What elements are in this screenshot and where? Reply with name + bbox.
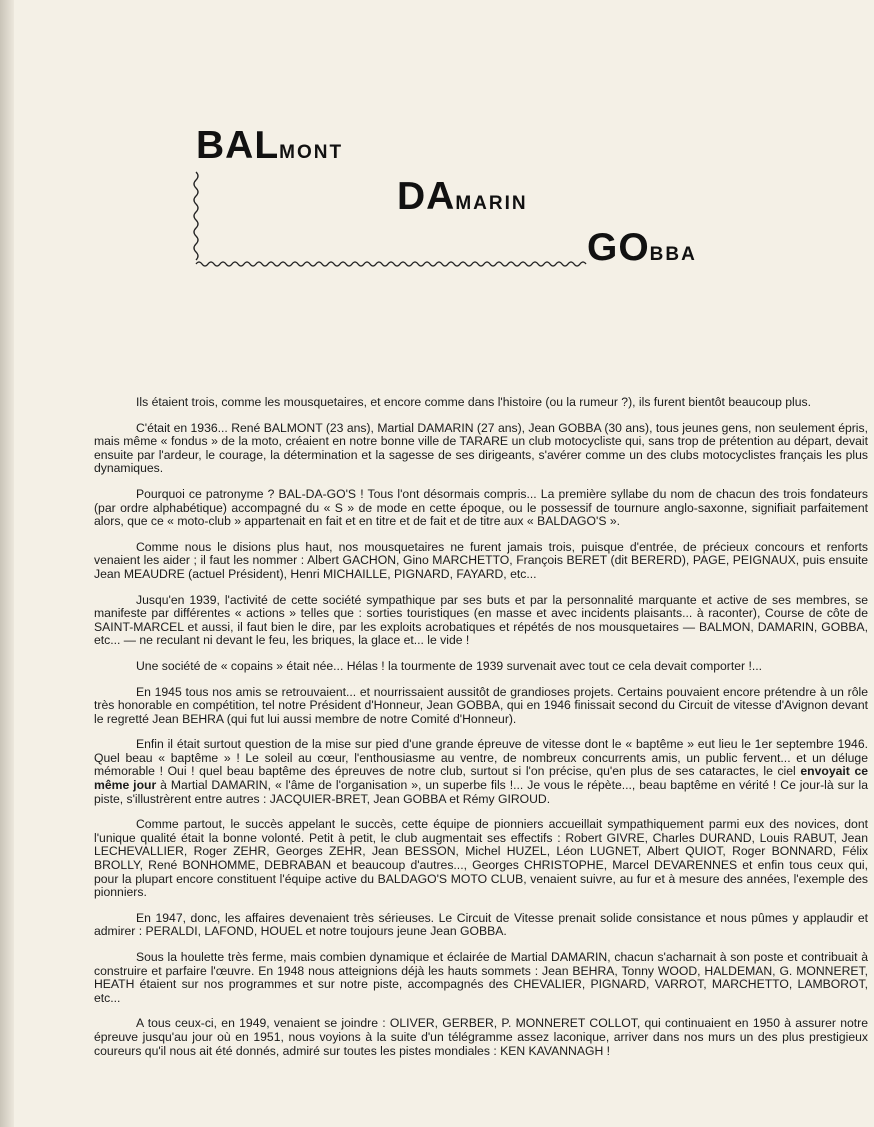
title-caps-3: GO — [587, 226, 650, 269]
paragraph-8-bold: envoyait ce même jour — [94, 764, 868, 793]
paragraph-8 — [94, 738, 868, 806]
title-rest-2: MARIN — [455, 193, 528, 214]
paragraph-10: En 1947, donc, les affaires devenaient très sérieuses. Le Circuit de Vitesse prenait solide consistance et nous pûmes y applaudir et admirer : PERALDI, LAFOND, HOUEL et notre toujours jeune Jean GOBBA. — [94, 910, 868, 939]
paragraph-11: Sous la houlette très ferme, mais combien dynamique et éclairée de Martial DAMARIN, chacun s'acharnait à son poste et contribuait à construire et parfaire l'œuvre. En 1948 nous atteignions déjà les hauts sommets : Jean BEHRA, Tonny WOOD, HALDEMAN, G. MONNERET, HEATH étaient sur nos programmes et sur notre piste, accompagnés des CHEVALIER, PIGNARD, VARROT, MARCHETTO, LAMBOROT, etc... — [94, 950, 868, 1005]
article-body — [94, 396, 868, 1070]
paragraph-7: En 1945 tous nos amis se retrouvaient... et nourrissaient aussitôt de grandioses projets. Certains pouvaient encore prétendre à un rôle très honorable en compétition, tel notre Président d'Honneur, Jean GOBBA, qui en 1946 finissait second du Circuit de vitesse d'Avignon devant le regretté Jean BEHRA (qui fut lui aussi membre de notre Comité d'Honneur). — [94, 684, 868, 726]
title-caps-1: BAL — [196, 124, 280, 167]
wavy-bracket-line — [186, 168, 596, 278]
title-balmont — [196, 124, 343, 168]
title-rest-3: BBA — [649, 244, 697, 265]
paragraph-8-pre: Enfin il était surtout question de la mise sur pied d'une grande épreuve de vitesse dont le « baptême » eut lieu le 1er septembre 1946. Quel beau « baptême » ! Le soleil au cœur, l'enthousiasme au ventre, de nombreux concurrents amis, un public fervent... et un déluge mémorable ! Oui ! quel beau baptême des épreuves de notre club, surtout si l'on précise, qu'en plus de ses cataractes, le ciel — [94, 737, 868, 779]
paragraph-4: Comme nous le disions plus haut, nos mousquetaires ne furent jamais trois, puisque d'entrée, de précieux concours et renforts venaient les aider ; il faut les nommer : Albert GACHON, Gino MARCHETTO, François BERET (dit BERERD), PAGE, PEIGNAUX, puis ensuite Jean MEAUDRE (actuel Président), Henri MICHAILLE, PIGNARD, FAYARD, etc... — [94, 539, 868, 581]
paragraph-1: Ils étaient trois, comme les mousquetaires, et encore comme dans l'histoire (ou la rumeur ?), ils furent bientôt beaucoup plus. — [136, 395, 811, 409]
title-block — [0, 0, 874, 300]
title-gobba — [587, 226, 697, 270]
title-caps-2: DA — [397, 175, 456, 218]
paragraph-5: Jusqu'en 1939, l'activité de cette société sympathique par ses buts et par la personnalité marquante et active de ses membres, se manifeste par différentes « actions » telles que : sorties touristiques (en masse et avec incidents plaisants... à raconter), Course de côte de SAINT-MARCEL et aussi, il faut bien le dire, par les exploits acrobatiques et répétés de nos mousquetaires — BALMON, DAMARIN, GOBBA, etc... — ne reculant ni devant le feu, les briques, la glace et... le vide ! — [94, 592, 868, 648]
paragraph-2: C'était en 1936... René BALMONT (23 ans), Martial DAMARIN (27 ans), Jean GOBBA (30 ans), tous jeunes gens, non seulement épris, mais même « fondus » de la moto, créaient en notre bonne ville de TARARE un club motocycliste qui, sans trop de prétention au départ, devait ensuite par l'ardeur, le courage, la détermination et la sagesse de ses dirigeants, s'avérer comme un des clubs motocyclistes français les plus dynamiques. — [94, 420, 868, 476]
title-rest-1: MONT — [279, 142, 344, 163]
paragraph-3: Pourquoi ce patronyme ? BAL-DA-GO'S ! Tous l'ont désormais compris... La première syllabe du nom de chacun des trois fondateurs (par ordre alphabétique) accompagné du « S » de mode en cette époque, ou le possessif de tournure anglo-saxonne, signifiait parfaitement alors, que ce « moto-club » appartenait en fait et en titre et de fait et de titre aux « BALDAGO'S ». — [94, 486, 868, 529]
paragraph-9: Comme partout, le succès appelant le succès, cette équipe de pionniers accueillait sympathiquement parmi eux des novices, dont l'unique qualité était la bonne volonté. Petit à petit, le club augmentait ses effectifs : Robert GIVRE, Charles DURAND, Louis RABUT, Jean LECHEVALLIER, Roger ZEHR, Georges ZEHR, Jean BESSON, Michel HUZEL, Léon LUGNET, Albert QUIOT, Roger BONNARD, Félix BROLLY, René BONHOMME, DEBRABAN et beaucoup d'autres..., Georges CHRISTOPHE, Marcel DEVARENNES et enfin tous ceux qui, pour la plupart encore constituent l'équipe active du BALDAGO'S MOTO CLUB, venaient suivre, au fur et à mesure des années, l'exemple des pionniers. — [94, 817, 868, 900]
paragraph-12: A tous ceux-ci, en 1949, venaient se joindre : OLIVER, GERBER, P. MONNERET COLLOT, qui continuaient en 1950 à assurer notre épreuve jusqu'au jour où en 1951, nous voyions à la suite d'un télégramme assez laconique, arriver dans nos murs un des plus prestigieux coureurs qu'il nous ait été donnés, admiré sur toutes les pistes mondiales : KEN KAVANNAGH ! — [94, 1016, 868, 1058]
paragraph-8-post: à Martial DAMARIN, « l'âme de l'organisation », un superbe fils !... Je vous le répète..., beau baptême en vérité ! Ce jour-là sur la piste, s'illustrèrent entre autres : JACQUIER-BRET, Jean GOBBA et Rémy GIROUD. — [94, 778, 868, 806]
paragraph-6: Une société de « copains » était née... Hélas ! la tourmente de 1939 survenait avec tout ce cela devait comporter !... — [136, 658, 762, 673]
